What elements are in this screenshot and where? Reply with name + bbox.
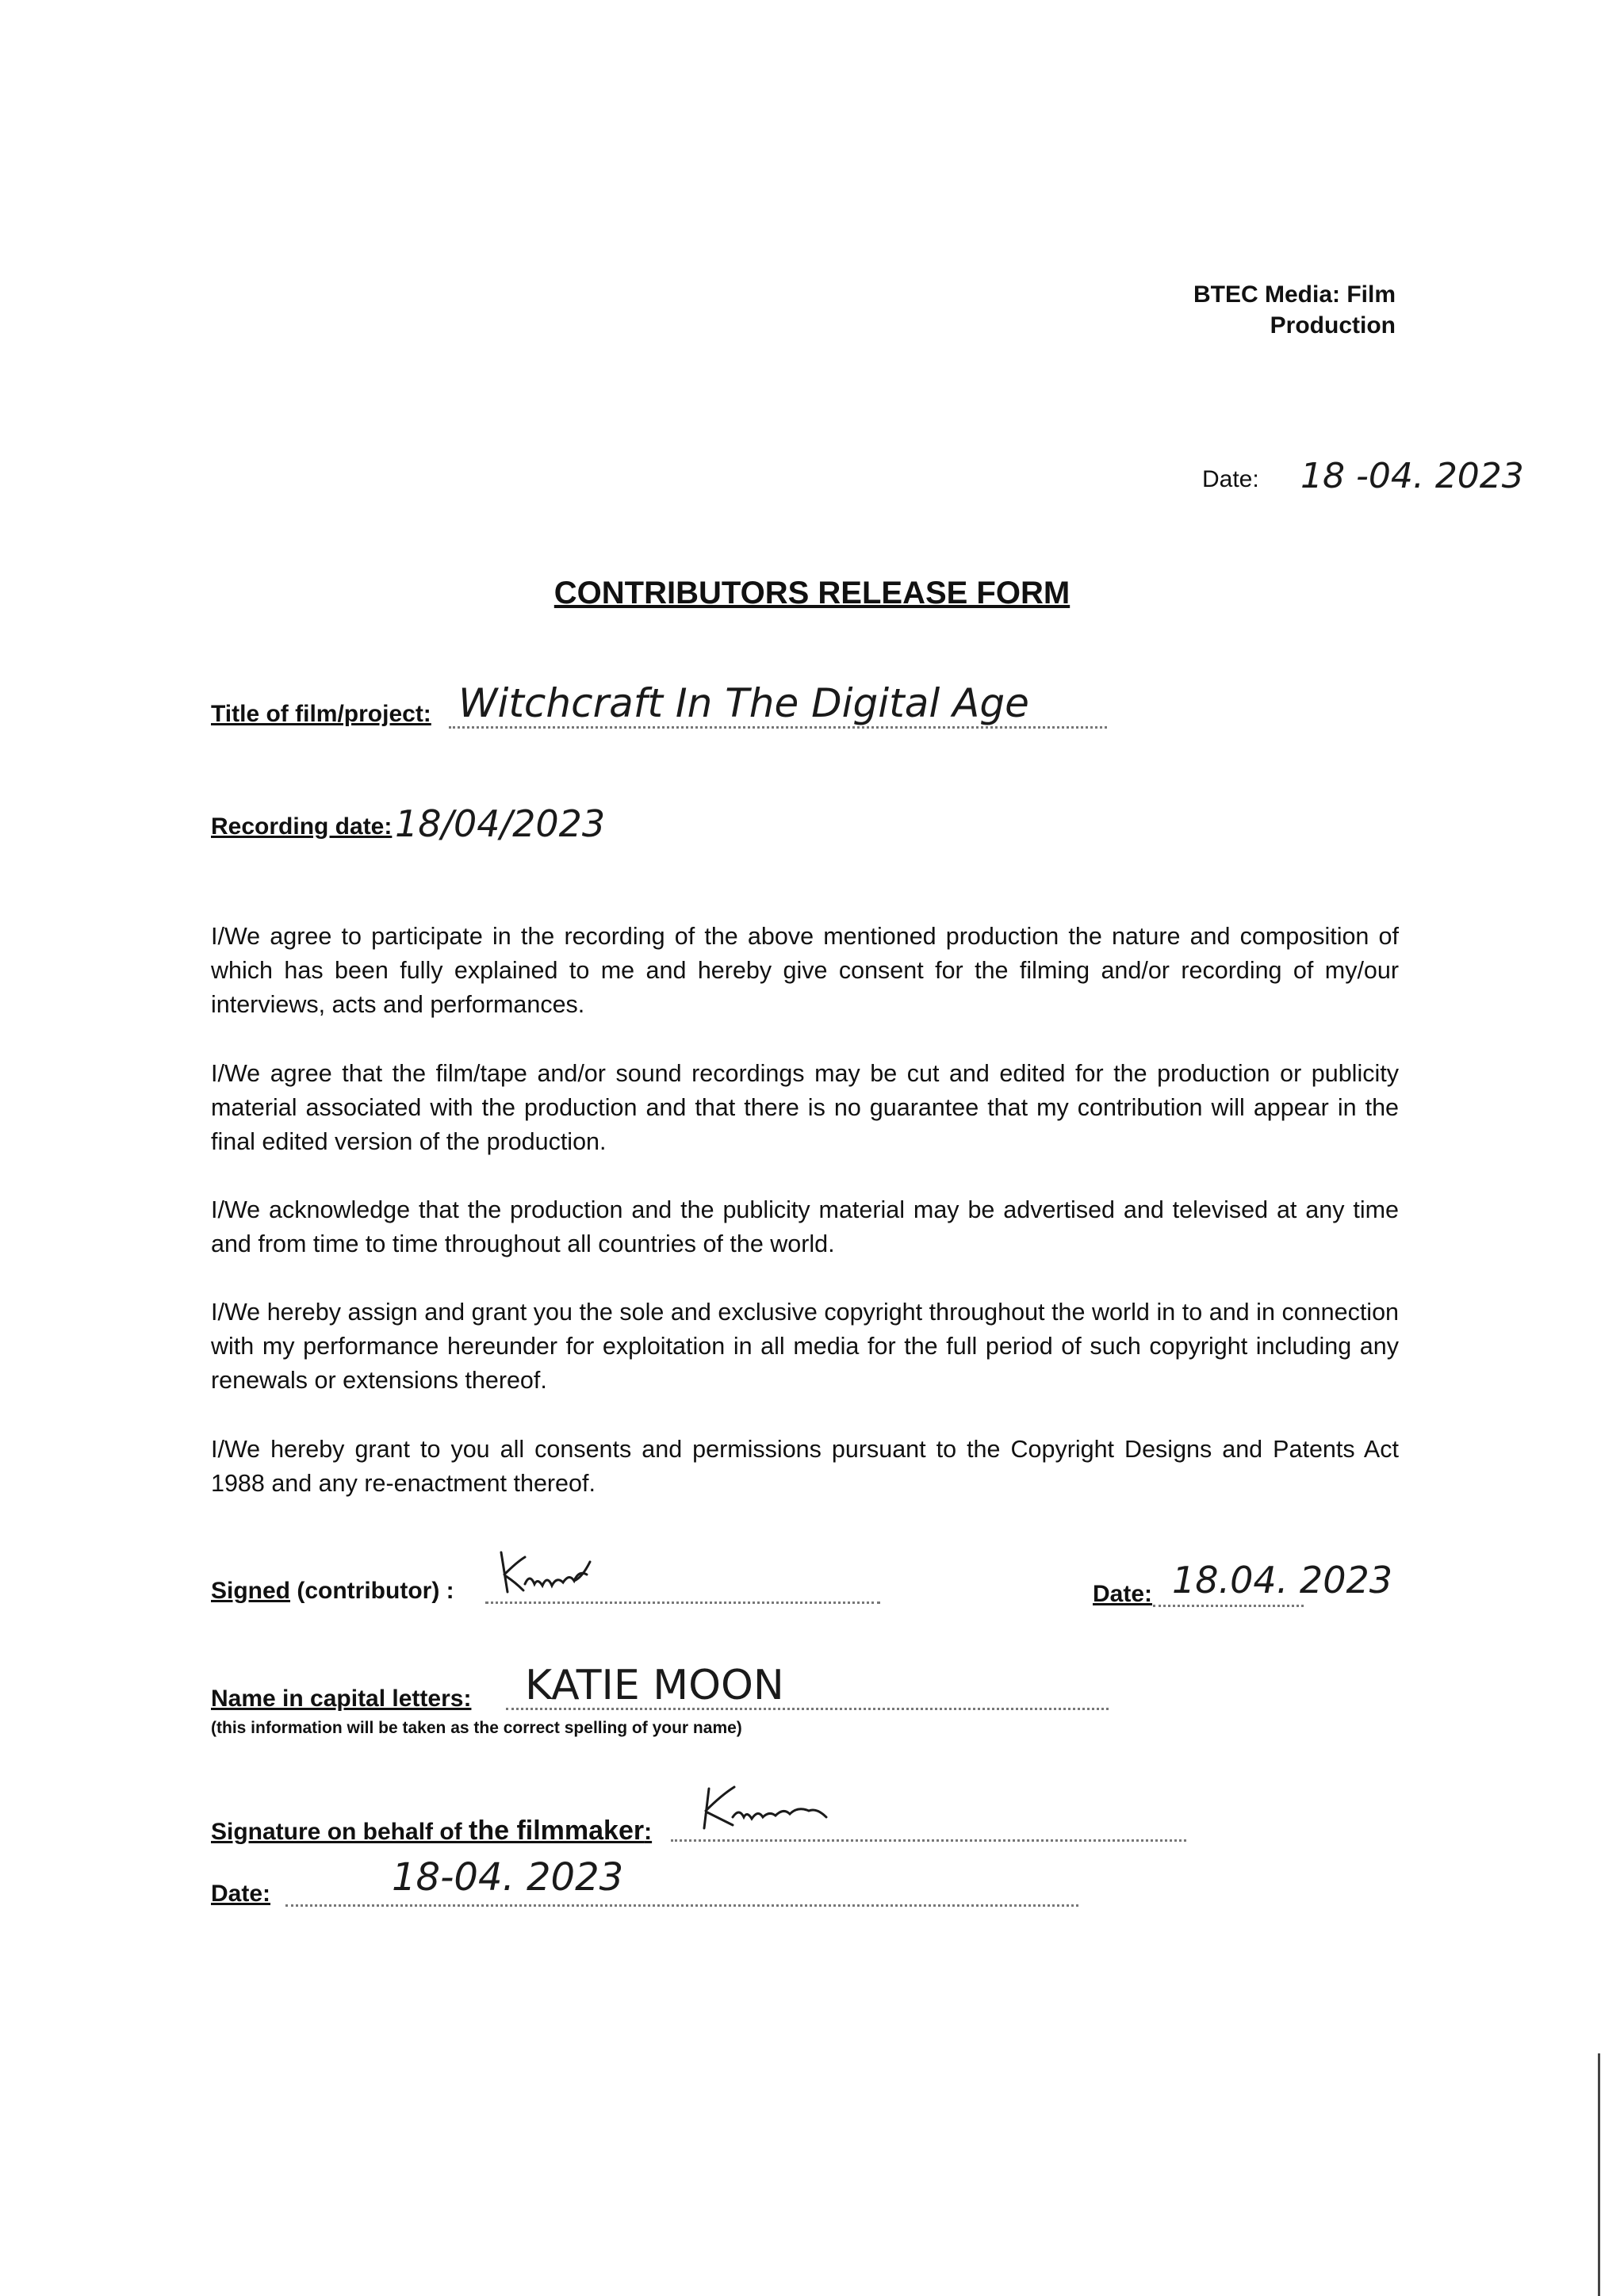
- name-note: (this information will be taken as the correct spelling of your name): [211, 1719, 742, 1737]
- contributor-signature-line: [485, 1601, 880, 1604]
- final-date-value: 18-04. 2023: [392, 1855, 624, 1900]
- top-date-value: 18 -04. 2023: [1300, 456, 1524, 496]
- filmmaker-signature: [698, 1781, 841, 1836]
- name-value: KATIE MOON: [525, 1662, 784, 1709]
- recording-date-label: Recording date:: [211, 813, 393, 840]
- header-line-2: Production: [1270, 312, 1396, 339]
- paragraph-consent: I/We agree to participate in the recording of the above mentioned production the nature and composition of which has been fully explained to me and hereby give consent for the filming and/or recording of my/our interviews, acts and performances.: [211, 923, 1399, 1018]
- paragraph-permissions: I/We hereby grant to you all consents and permissions pursuant to the Copyright Designs and Patents Act 1988 and any re-enactment thereof.: [211, 1436, 1399, 1497]
- final-date-label: Date:: [211, 1881, 271, 1907]
- signed-rest: (contributor) :: [290, 1578, 454, 1604]
- filmmaker-label-colon: :: [644, 1819, 653, 1845]
- signed-contributor-label: [211, 1578, 454, 1605]
- filmmaker-label-part1: Signature on behalf of: [211, 1819, 469, 1845]
- title-label: Title of film/project:: [211, 701, 431, 727]
- filmmaker-label-part2: the filmmaker: [469, 1816, 645, 1846]
- paragraph-copyright: I/We hereby assign and grant you the sole and exclusive copyright throughout the world in to and in connection with my performance hereunder for exploitation in all media for the full period of such copyright including any renewals or extensions thereof.: [211, 1299, 1399, 1394]
- signed-word: Signed: [211, 1578, 291, 1604]
- filmmaker-signature-label: [211, 1816, 652, 1846]
- signed-date-value: 18.04. 2023: [1172, 1559, 1392, 1601]
- filmmaker-signature-line: [671, 1839, 1186, 1842]
- paragraph-editing: I/We agree that the film/tape and/or sound recordings may be cut and edited for the production or publicity material associated with the production and that there is no guarantee that my contribution will appear in the final edited version of the production.: [211, 1060, 1399, 1155]
- title-dotted-line: [449, 726, 1107, 729]
- scan-edge-line: [1598, 2053, 1600, 2296]
- name-label: Name in capital letters:: [211, 1686, 472, 1712]
- header-line-1: BTEC Media: Film: [1193, 281, 1396, 308]
- form-title: CONTRIBUTORS RELEASE FORM: [553, 576, 1071, 610]
- title-value: Witchcraft In The Digital Age: [458, 680, 1029, 726]
- header-block: [1193, 279, 1396, 341]
- top-date-label: Date:: [1202, 466, 1259, 492]
- final-date-line: [285, 1904, 1078, 1907]
- contributor-signature: [493, 1546, 604, 1601]
- signed-date-label: Date:: [1093, 1581, 1153, 1607]
- signed-date-line: [1153, 1605, 1304, 1607]
- recording-date-value: 18/04/2023: [395, 802, 606, 845]
- paragraph-publicity: I/We acknowledge that the production and the publicity material may be advertised and televised at any time and from time to time throughout all countries of the world.: [211, 1196, 1399, 1257]
